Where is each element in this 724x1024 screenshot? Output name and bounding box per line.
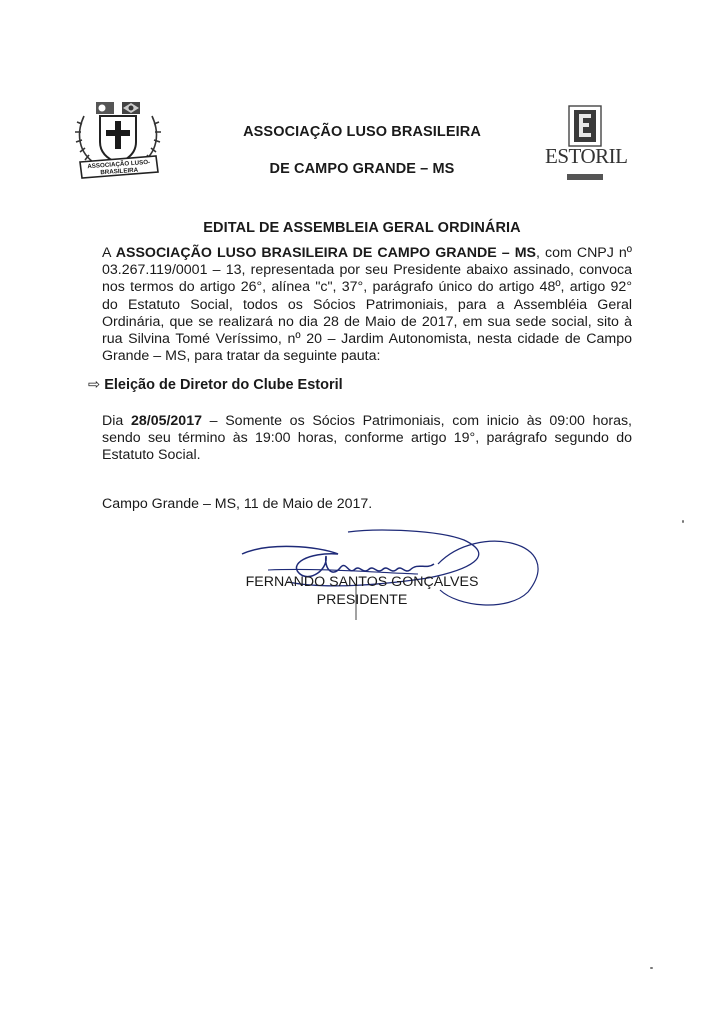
document-title: EDITAL DE ASSEMBLEIA GERAL ORDINÁRIA [203, 220, 521, 236]
arrow-right-icon: ⇨ [88, 377, 101, 393]
estoril-logo [545, 104, 628, 184]
signatory-name: FERNANDO SANTOS GONÇALVES [245, 574, 479, 590]
left-logo-banner-text: ASSOCIAÇÃO LUSO-BRASILEIRA [87, 158, 151, 177]
details-line-2: sendo seu término às 19:00 horas, conforme artigo 19°, parágrafo segundo do [102, 430, 632, 447]
details-line-3: Estatuto Social. [102, 447, 201, 464]
intro-line-1: A ASSOCIAÇÃO LUSO BRASILEIRA DE CAMPO GRANDE – MS, com CNPJ nº [102, 245, 632, 261]
scan-speck [650, 967, 653, 969]
association-name-bold: ASSOCIAÇÃO LUSO BRASILEIRA DE CAMPO GRANDE – MS [115, 245, 536, 261]
intro-line-2: 03.267.119/0001 – 13, representada por seu Presidente abaixo assinado, convoca [102, 262, 632, 279]
place-date: Campo Grande – MS, 11 de Maio de 2017. [102, 496, 373, 512]
details-line-1: Dia 28/05/2017 – Somente os Sócios Patrimoniais, com inicio às 09:00 horas, [102, 413, 632, 429]
intro-line-7: Grande – MS, para tratar da seguinte pauta: [102, 348, 381, 365]
agenda-item [88, 377, 343, 393]
intro-paragraph [102, 245, 632, 365]
scan-speck [682, 520, 684, 523]
associacao-luso-brasileira-logo [74, 98, 162, 180]
details-paragraph [102, 413, 632, 465]
agenda-item-text: Eleição de Diretor do Clube Estoril [104, 377, 343, 393]
assembly-date-bold: 28/05/2017 [130, 413, 202, 429]
org-name-line1: ASSOCIAÇÃO LUSO BRASILEIRA [243, 124, 481, 140]
intro-line-3: nos termos do artigo 26°, alínea "c", 37°, parágrafo único do artigo 48º, artigo 92° [102, 279, 632, 296]
intro-line-6: rua Silvina Tomé Veríssimo, nº 20 – Jardim Autonomista, nesta cidade de Campo [102, 331, 632, 348]
intro-line-5: Ordinária, que se realizará no dia 28 de Maio de 2017, em sua sede social, sito à [102, 313, 632, 330]
signatory-role: PRESIDENTE [316, 592, 408, 608]
org-name-line2: DE CAMPO GRANDE – MS [269, 161, 455, 177]
intro-line-4: do Estatuto Social, todos os Sócios Patrimoniais, para a Assembléia Geral [102, 296, 632, 313]
right-logo-text: ESTORIL [545, 144, 628, 168]
